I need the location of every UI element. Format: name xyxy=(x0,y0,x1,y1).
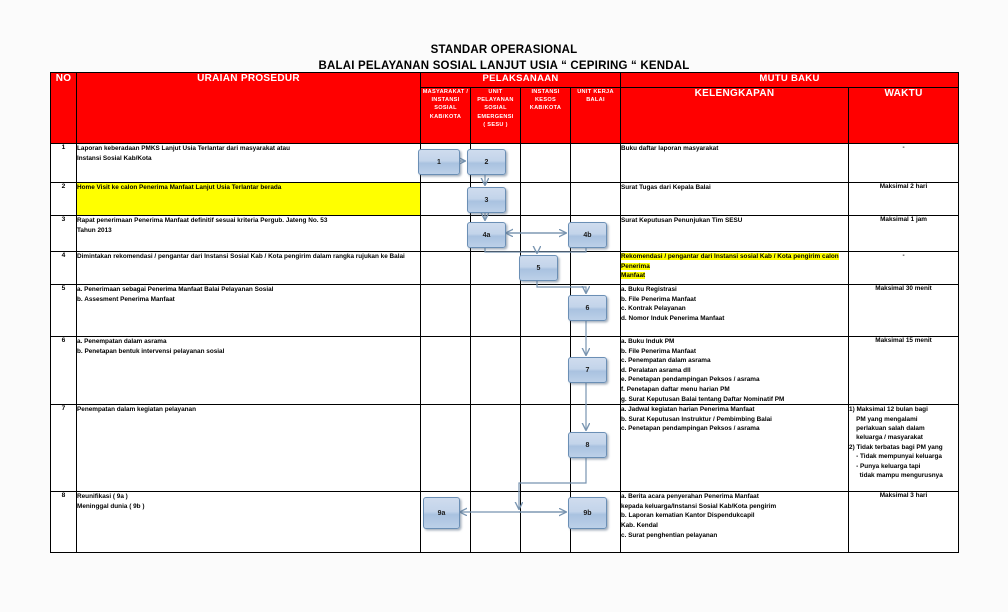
flow-box-8: 8 xyxy=(568,432,607,458)
header-line: ( SESU ) xyxy=(483,121,508,128)
header-pelaksana-masyarakat xyxy=(421,88,471,144)
row-pelaksana-instansi-kesos xyxy=(521,337,571,405)
row-number: 3 xyxy=(51,216,77,252)
text-line: Laporan keberadaan PMKS Lanjut Usia Terlantar dari masyarakat atau xyxy=(77,145,290,152)
row-waktu xyxy=(849,405,959,492)
header-line: KAB/KOTA xyxy=(429,113,462,120)
row-number: 4 xyxy=(51,252,77,285)
text-line: Reunifikasi ( 9a ) xyxy=(77,493,128,501)
row-waktu: - xyxy=(849,252,959,285)
table-row xyxy=(51,337,959,405)
row-pelaksana-instansi-kesos xyxy=(521,492,571,553)
text-line: Buku daftar laporan masyarakat xyxy=(621,145,719,152)
row-pelaksana-unit-sesu xyxy=(471,337,521,405)
row-uraian-prosedur xyxy=(77,252,421,285)
text-line: PM yang mengalami xyxy=(849,415,918,423)
flow-box-6: 6 xyxy=(568,295,607,321)
row-pelaksana-masyarakat xyxy=(421,216,471,252)
row-kelengkapan xyxy=(621,337,849,405)
row-pelaksana-instansi-kesos xyxy=(521,144,571,183)
row-pelaksana-unit-kerja-balai xyxy=(571,252,621,285)
text-line: a. Berita acara penyerahan Penerima Manfaat xyxy=(621,493,759,501)
document-title-block xyxy=(0,43,1008,74)
table-row xyxy=(51,405,959,492)
row-pelaksana-instansi-kesos xyxy=(521,405,571,492)
document-title-line-1: STANDAR OPERASIONAL xyxy=(430,44,578,56)
row-pelaksana-masyarakat xyxy=(421,337,471,405)
header-pelaksana-unit-kerja-balai xyxy=(571,88,621,144)
row-kelengkapan xyxy=(621,183,849,216)
row-pelaksana-unit-sesu xyxy=(471,285,521,337)
header-line: KESOS xyxy=(534,97,557,104)
text-line: b. Laporan kematian Kantor Dispendukcapil xyxy=(621,512,755,520)
text-line: b. Penetapan bentuk intervensi pelayanan sosial xyxy=(77,347,225,355)
flow-box-3: 3 xyxy=(467,187,506,213)
row-uraian-prosedur xyxy=(77,285,421,337)
text-line: tidak mampu mengurusnya xyxy=(849,472,943,479)
row-waktu: Maksimal 1 jam xyxy=(849,216,959,252)
text-line: c. Kontrak Pelayanan xyxy=(621,305,686,313)
header-mutu-baku-group: MUTU BAKU xyxy=(621,73,959,88)
flow-box-4b: 4b xyxy=(568,222,607,248)
text-line: f. Penetapan daftar menu harian PM xyxy=(621,385,730,393)
text-line: 1) Maksimal 12 bulan bagi xyxy=(849,406,928,414)
highlighted-text: Manfaat xyxy=(621,272,646,280)
row-kelengkapan xyxy=(621,405,849,492)
text-line: - Punya keluarga tapi xyxy=(849,462,921,470)
flow-box-1: 1 xyxy=(418,149,460,175)
row-number: 6 xyxy=(51,337,77,405)
text-line: Tahun 2013 xyxy=(77,226,112,234)
flow-box-9b: 9b xyxy=(568,497,607,529)
text-line: e. Penetapan pendampingan Peksos / asrama xyxy=(621,376,760,384)
text-line xyxy=(621,252,848,271)
row-pelaksana-instansi-kesos xyxy=(521,216,571,252)
row-pelaksana-instansi-kesos xyxy=(521,285,571,337)
row-kelengkapan xyxy=(621,285,849,337)
row-pelaksana-masyarakat xyxy=(421,285,471,337)
row-waktu: Maksimal 3 hari xyxy=(849,492,959,553)
row-uraian-prosedur xyxy=(77,405,421,492)
text-line: Penempatan dalam kegiatan pelayanan xyxy=(77,406,196,414)
header-line: BALAI xyxy=(586,97,605,104)
text-line: a. Buku Registrasi xyxy=(621,286,677,293)
text-line: Dimintakan rekomendasi / pengantar dari Instansi Sosial Kab / Kota pengirim dalam rangka rujukan ke Balai xyxy=(77,253,405,260)
text-line: d. Peralatan asrama dll xyxy=(621,366,691,374)
text-line: b. Surat Keputusan Instruktur / Pembimbing Balai xyxy=(621,415,772,423)
header-pelaksana-instansi-kesos xyxy=(521,88,571,144)
row-uraian-prosedur xyxy=(77,337,421,405)
row-pelaksana-masyarakat xyxy=(421,252,471,285)
header-line: EMERGENSI xyxy=(477,113,514,120)
header-kelengkapan: KELENGKAPAN xyxy=(621,88,849,144)
row-pelaksana-masyarakat xyxy=(421,183,471,216)
text-line: keluarga / masyarakat xyxy=(849,434,923,442)
row-uraian-prosedur xyxy=(77,216,421,252)
header-pelaksana-unit-sesu xyxy=(471,88,521,144)
flow-box-2: 2 xyxy=(467,149,506,175)
text-line: a. Jadwal kegiatan harian Penerima Manfaat xyxy=(621,406,755,414)
row-pelaksana-instansi-kesos xyxy=(521,183,571,216)
text-line: - Tidak mempunyai keluarga xyxy=(849,453,942,461)
header-line: PELAYANAN xyxy=(477,97,514,104)
row-pelaksana-masyarakat xyxy=(421,405,471,492)
text-line: b. Assesment Penerima Manfaat xyxy=(77,295,175,303)
text-line: 2) Tidak terbatas bagi PM yang xyxy=(849,443,943,451)
flow-box-9a: 9a xyxy=(423,497,460,529)
text-line: a. Penerimaan sebagai Penerima Manfaat Balai Pelayanan Sosial xyxy=(77,286,274,293)
row-number: 5 xyxy=(51,285,77,337)
row-pelaksana-unit-sesu xyxy=(471,405,521,492)
header-line: UNIT xyxy=(488,89,503,95)
header-line: KAB/KOTA xyxy=(529,105,562,112)
text-line: g. Surat Keputusan Balai tentang Daftar Nominatif PM xyxy=(621,395,785,403)
text-line: c. Surat penghentian pelayanan xyxy=(621,531,718,539)
row-number: 8 xyxy=(51,492,77,553)
table-header-row-group xyxy=(51,73,959,88)
highlighted-text: Rekomendasi / pengantar dari Instansi sosial Kab / Kota pengirim calon Penerima xyxy=(621,253,839,270)
text-line: Home Visit ke calon Penerima Manfaat Lanjut Usia Terlantar berada xyxy=(77,184,282,191)
header-line: UNIT KERJA xyxy=(577,89,614,95)
text-line: Surat Tugas dari Kepala Balai xyxy=(621,184,711,191)
flow-box-7: 7 xyxy=(568,357,607,383)
row-number: 7 xyxy=(51,405,77,492)
header-line: SOSIAL xyxy=(484,105,507,112)
row-waktu: Maksimal 30 menit xyxy=(849,285,959,337)
row-number: 2 xyxy=(51,183,77,216)
text-line xyxy=(621,271,848,281)
row-pelaksana-unit-sesu xyxy=(471,252,521,285)
header-pelaksanaan-group: PELAKSANAAN xyxy=(421,73,621,88)
flow-box-4a: 4a xyxy=(467,222,506,248)
header-line: MASYARAKAT / xyxy=(422,89,469,95)
row-uraian-prosedur xyxy=(77,183,421,216)
text-line: Surat Keputusan Penunjukan Tim SESU xyxy=(621,217,743,224)
text-line: kepada keluarga/Instansi Sosial Kab/Kota pengirim xyxy=(621,502,777,510)
text-line: c. Penempatan dalam asrama xyxy=(621,357,711,365)
header-line: INSTANSI xyxy=(531,89,560,95)
text-line: c. Penetapan pendampingan Peksos / asrama xyxy=(621,425,760,433)
flow-box-5: 5 xyxy=(519,255,558,281)
header-line: SOSIAL xyxy=(434,105,457,112)
table-row xyxy=(51,492,959,553)
sop-procedure-table xyxy=(50,72,959,553)
row-pelaksana-unit-kerja-balai xyxy=(571,183,621,216)
header-line: INSTANSI xyxy=(431,97,460,104)
row-kelengkapan xyxy=(621,492,849,553)
document-title-line-2: BALAI PELAYANAN SOSIAL LANJUT USIA “ CEPIRING “ KENDAL xyxy=(318,60,690,72)
row-waktu: Maksimal 15 menit xyxy=(849,337,959,405)
text-line: perlakuan salah dalam xyxy=(849,424,925,432)
row-uraian-prosedur xyxy=(77,492,421,553)
row-waktu: Maksimal 2 hari xyxy=(849,183,959,216)
table-row xyxy=(51,252,959,285)
row-uraian-prosedur xyxy=(77,144,421,183)
text-line: b. File Penerima Manfaat xyxy=(621,295,696,303)
table-row xyxy=(51,285,959,337)
text-line: a. Penempatan dalam asrama xyxy=(77,338,167,345)
header-waktu: WAKTU xyxy=(849,88,959,144)
row-pelaksana-unit-kerja-balai xyxy=(571,144,621,183)
row-kelengkapan xyxy=(621,252,849,285)
text-line: b. File Penerima Manfaat xyxy=(621,347,696,355)
text-line: Instansi Sosial Kab/Kota xyxy=(77,154,152,162)
text-line: a. Buku Induk PM xyxy=(621,338,675,345)
row-pelaksana-unit-sesu xyxy=(471,492,521,553)
row-waktu: - xyxy=(849,144,959,183)
row-kelengkapan xyxy=(621,144,849,183)
text-line: Meninggal dunia ( 9b ) xyxy=(77,502,145,510)
header-uraian-prosedur: URAIAN PROSEDUR xyxy=(77,73,421,144)
row-kelengkapan xyxy=(621,216,849,252)
text-line: Rapat penerimaan Penerima Manfaat definitif sesuai kriteria Pergub. Jateng No. 53 xyxy=(77,217,328,224)
row-number: 1 xyxy=(51,144,77,183)
text-line: d. Nomor Induk Penerima Manfaat xyxy=(621,314,725,322)
header-no: NO xyxy=(51,73,77,144)
text-line: Kab. Kendal xyxy=(621,521,658,529)
